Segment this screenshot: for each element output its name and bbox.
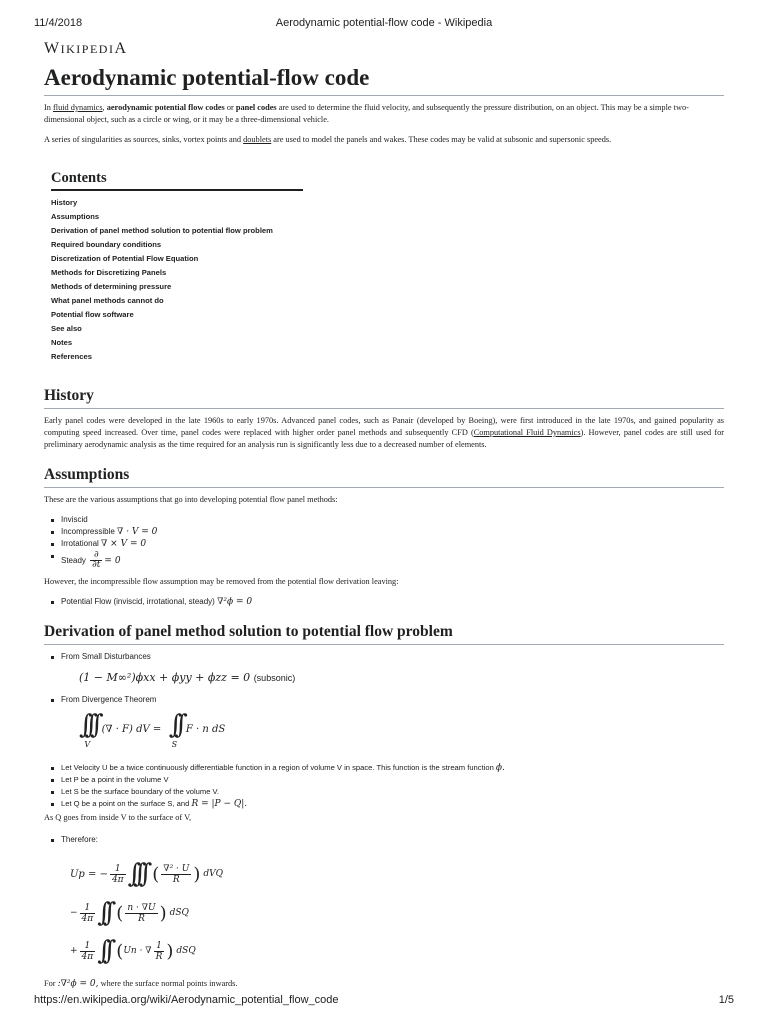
- table-of-contents: [51, 170, 303, 364]
- small-disturbance-equation: (1 − M∞²)ϕxx + ϕyy + ϕzz = 0 (subsonic): [79, 671, 296, 684]
- as-q-paragraph: As Q goes from inside V to the surface of V,: [44, 813, 192, 822]
- list-item: Let P be a point in the volume V: [61, 774, 724, 786]
- toc-item-discretization[interactable]: Discretization of Potential Flow Equation: [51, 254, 199, 263]
- list-item: From Divergence Theorem: [61, 694, 724, 706]
- derivation-list-2: [44, 694, 724, 706]
- list-item: From Small Disturbances: [61, 651, 724, 663]
- list-item: Let Velocity U be a twice continuously differentiable function in a region of volume V in space. This function is the stream function ϕ.: [61, 762, 724, 774]
- list-item: Let Q be a point on the surface S, and R = |P − Q|.: [61, 798, 724, 810]
- derivation-heading: Derivation of panel method solution to potential flow problem: [44, 622, 724, 645]
- toc-item-history[interactable]: History: [51, 198, 78, 207]
- assumptions-intro: These are the various assumptions that go into developing potential flow panel methods:: [44, 495, 338, 504]
- therefore-list: [44, 834, 724, 846]
- assumptions-heading: Assumptions: [44, 465, 724, 488]
- toc-item-derivation[interactable]: Derivation of panel method solution to potential flow problem: [51, 226, 273, 235]
- toc-title: Contents: [51, 170, 303, 191]
- list-item: Incompressible ∇ · V = 0: [61, 526, 724, 538]
- article-content: [44, 40, 724, 990]
- toc-list: [51, 196, 303, 364]
- print-url: https://en.wikipedia.org/wiki/Aerodynamic_potential_flow_code: [34, 994, 339, 1006]
- page-title: Aerodynamic potential-flow code: [44, 64, 724, 96]
- list-item: Potential Flow (inviscid, irrotational, steady) ∇²ϕ = 0: [61, 596, 724, 608]
- toc-item-references[interactable]: References: [51, 352, 92, 361]
- for-note: For :∇²ϕ = 0, where the surface normal points inwards.: [44, 979, 238, 989]
- toc-item-cannot-do[interactable]: What panel methods cannot do: [51, 296, 164, 305]
- link-cfd[interactable]: Computational Fluid Dynamics: [473, 428, 581, 437]
- derivation-list-1: [44, 651, 724, 663]
- equation-line-1: Up = − $\frac{1}{4\pi}$ ∫∫∫ ( $\frac{\text{∇² · U}}{R}$ ) dVQ: [70, 859, 224, 889]
- page-number: 1/5: [718, 994, 734, 1006]
- divergence-theorem-equation: ∫∫∫ V (∇ · F) dV = ∫∫ S F · n dS: [79, 710, 226, 749]
- intro-paragraph-2: A series of singularities as sources, sinks, vortex points and doublets are used to model the panels and wakes. These codes may be valid at subsonic and supersonic speeds.: [44, 135, 612, 144]
- assumptions-after: However, the incompressible flow assumption may be removed from the potential flow derivation leaving:: [44, 577, 399, 586]
- print-header: [34, 17, 734, 31]
- equation-line-3: + $\frac{1}{4\pi}$ ∫∫ ( Un · ∇ $\frac{1}{R}$ ) dSQ: [70, 936, 196, 966]
- toc-item-discretizing-panels[interactable]: Methods for Discretizing Panels: [51, 268, 167, 277]
- list-item: Therefore:: [61, 834, 724, 846]
- history-paragraph: Early panel codes were developed in the late 1960s to early 1970s. Advanced panel codes, such as Panair (developed by Boeing), were first introduced in the late 1970s, and gained popularity as computing speed increased. Over time, panel codes were replaced with higher order panel methods and subsequently CFD (Computational Fluid Dynamics). However, panel codes are still used for preliminary aerodynamic analysis as the time required for an analysis run is significantly less due to a decreased number of elements.: [44, 416, 724, 449]
- potential-list: [44, 596, 724, 608]
- solution-equation: [70, 854, 724, 970]
- toc-item-software[interactable]: Potential flow software: [51, 310, 134, 319]
- equation-line-2: − $\frac{1}{4\pi}$ ∫∫ ( $\frac{n \cdot \nabla U}{R}$ ) dSQ: [70, 898, 189, 928]
- definitions-list: [44, 762, 724, 810]
- print-date: 11/4/2018: [34, 17, 83, 29]
- toc-item-boundary-conditions[interactable]: Required boundary conditions: [51, 240, 162, 249]
- list-item: Irrotational ∇ × V = 0: [61, 538, 724, 550]
- toc-item-assumptions[interactable]: Assumptions: [51, 212, 100, 221]
- list-item: Inviscid: [61, 514, 724, 526]
- history-heading: History: [44, 386, 724, 409]
- print-page-title: Aerodynamic potential-flow code - Wikipedia: [275, 17, 493, 29]
- list-item: Steady $\frac{\partial}{\partial t}$ = 0: [61, 550, 724, 572]
- print-footer: [34, 994, 734, 1008]
- assumptions-list: [44, 514, 724, 572]
- wikipedia-wordmark[interactable]: WIKIPEDIA: [44, 40, 128, 57]
- link-doublets[interactable]: doublets: [243, 135, 272, 144]
- steady-fraction: $\frac{\partial}{\partial t}$: [92, 550, 101, 571]
- intro-paragraph-1: In fluid dynamics, aerodynamic potential flow codes or panel codes are used to determine the fluid velocity, and subsequently the pressure distribution, on an object. This may be a simple two-dimensional object, such as a circle or wing, or it may be a three-dimensional vehicle.: [44, 103, 689, 124]
- toc-item-notes[interactable]: Notes: [51, 338, 73, 347]
- toc-item-pressure[interactable]: Methods of determining pressure: [51, 282, 172, 291]
- list-item: Let S be the surface boundary of the volume V.: [61, 786, 724, 798]
- link-fluid-dynamics[interactable]: fluid dynamics: [53, 103, 103, 112]
- toc-item-see-also[interactable]: See also: [51, 324, 82, 333]
